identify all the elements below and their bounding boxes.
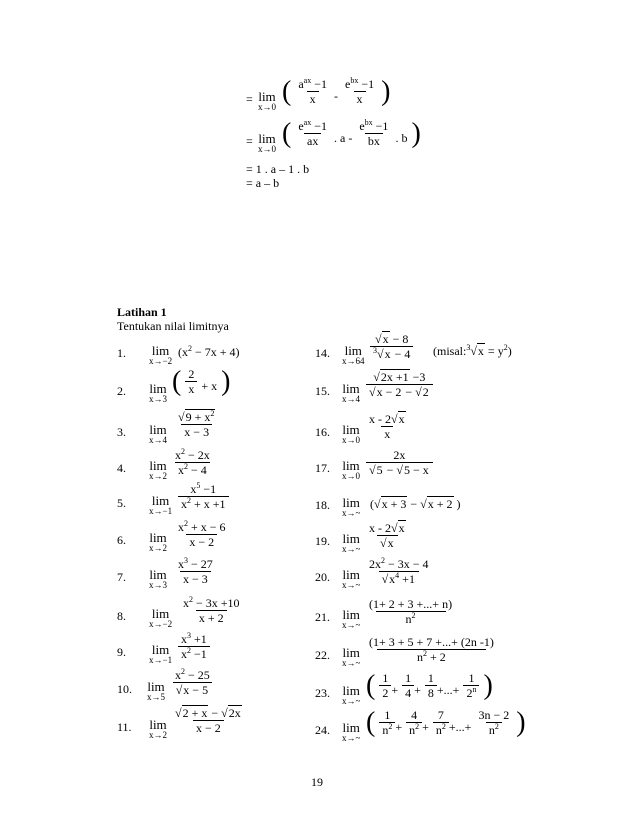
limit-operator: lim x→2 [149,458,167,481]
problem-number: 22. [315,648,330,662]
problem-number: 15. [315,384,330,398]
problem-2-expression: ( $\frac{2}{x}$ + x ) [172,366,231,397]
problem-number: 20. [315,570,330,584]
problem-number: 5. [117,496,126,510]
problem-number: 21. [315,610,330,624]
limit-operator: lim x→3 [149,567,167,590]
exercise-title: Latihan 1 [117,305,167,319]
problem-14-expression: $\frac{√x - 8}{^3√x - 4}$ [370,332,413,361]
limit-operator: lim x→4 [149,422,167,445]
limit-operator: lim x→~ [342,567,361,590]
problem-7-expression: $\frac{x^3 - 27}{x - 3}$ [178,556,213,586]
problem-16-expression: $\frac{x - 2√x}{x}$ [369,412,405,441]
problem-number: 11. [117,720,132,734]
problem-number: 4. [117,461,126,475]
problem-19-expression: $\frac{x - 2√x}{√x}$ [369,521,405,550]
problem-10-expression: $\frac{x^2 - 25}{√x - 5}$ [172,668,213,697]
exercise-instruction: Tentukan nilai limitnya [117,319,229,333]
problem-6-expression: $\frac{x^2 + x - 6}{x - 2}$ [178,519,226,549]
problem-24-expression: ( $\frac{1}{n^2}$ + $\frac{4}{n^2}$ + $\frac{7}{n^2}$ +...+ $\frac{3n - 2}{n^2}$ ) [366,707,526,738]
limit-operator: lim x→~ [342,683,361,706]
problem-18-expression: (√x + 3 − √x + 2 ) [370,497,461,511]
problem-14-hint: (misal:$^3$√x = $y^2$) [433,343,512,358]
limit-operator: lim x→64 [342,343,365,366]
problem-17-expression: $\frac{2x}{√5 - √5 - x}$ [366,448,433,477]
problem-23-expression: ( $\frac{1}{2}$ + $\frac{1}{4}$ + $\frac{1}{8}$ +...+ $\frac{1}{2^n}$ ) [366,670,493,701]
problem-21-expression: $\frac{(1+ 2 + 3 +...+ n)}{n^2}$ [369,597,453,626]
problem-number: 17. [315,461,330,475]
limit-operator: lim x→0 [342,422,360,445]
expression-2: ( $\frac{e^{ax} -1}{ax}$ . a - $\frac{e^{bx} -1}{bx}$ . b ) [282,117,421,149]
limit-operator: lim x→3 [149,381,167,404]
limit-operator: lim x→~ [342,720,361,743]
limit-operator: lim x→~ [342,607,361,630]
problem-number: 10. [117,682,132,696]
problem-5-expression: $\frac{x^5 -1}{x^2 + x +1}$ [178,482,229,511]
limit-operator: lim x→5 [147,679,165,702]
limit-operator: lim x→0 [342,458,360,481]
problem-number: 2. [117,384,126,398]
problem-20-expression: $\frac{2x^2 - 3x - 4}{√x^4 +1}$ [369,556,429,586]
limit-operator: lim x→−1 [149,642,173,665]
problem-number: 8. [117,609,126,623]
limit-operator: lim x→0 [258,89,276,112]
limit-operator: lim x→~ [342,645,361,668]
problem-number: 24. [315,723,330,737]
derivation-line-4: = a – b [246,176,280,190]
problem-number: 18. [315,498,330,512]
page-number: 19 [311,775,323,789]
problem-number: 7. [117,570,126,584]
problem-number: 6. [117,533,126,547]
limit-operator: lim x→0 [258,131,276,154]
limit-operator: lim x→~ [342,531,361,554]
problem-4-expression: $\frac{x^2 - 2x}{x^2 - 4}$ [175,447,210,477]
limit-operator: lim x→−2 [149,606,173,629]
problem-11-expression: $\frac{√2 + x - √2x}{x - 2}$ [175,706,241,735]
limit-operator: lim x→−2 [149,343,173,366]
derivation-line-3: = 1 . a – 1 . b [246,162,310,176]
problem-3-expression: $\frac{√9 + x^2}{x - 3}$ [178,409,215,439]
limit-operator: lim x→2 [149,717,167,740]
problem-number: 19. [315,534,330,548]
equals-sign: = [246,92,253,106]
problem-8-expression: $\frac{x^2 - 3x +10}{x + 2}$ [183,595,240,625]
problem-number: 3. [117,425,126,439]
problem-number: 16. [315,425,330,439]
problem-9-expression: $\frac{x^3 +1}{x^2 -1}$ [178,632,210,661]
limit-operator: lim x→4 [342,381,360,404]
problem-number: 1. [117,346,126,360]
problem-number: 23. [315,686,330,700]
problem-15-expression: $\frac{√2x +1 -3}{√x - 2 - √2}$ [366,370,433,399]
expression-1: ( $\frac{a^{ax} -1}{x}$ - $\frac{e^{bx} -1}{x}$ ) [282,75,391,107]
limit-operator: lim x→−1 [149,493,173,516]
equals-sign: = [246,134,253,148]
limit-operator: lim x→~ [342,495,361,518]
problem-1-expression: $(x^2 - 7x + 4)$ [178,344,240,359]
limit-operator: lim x→2 [149,530,167,553]
problem-number: 14. [315,346,330,360]
problem-number: 9. [117,645,126,659]
problem-22-expression: $\frac{(1+ 3 + 5 + 7 +...+ (2n -1)}{n^2 + 2}$ [369,635,494,664]
